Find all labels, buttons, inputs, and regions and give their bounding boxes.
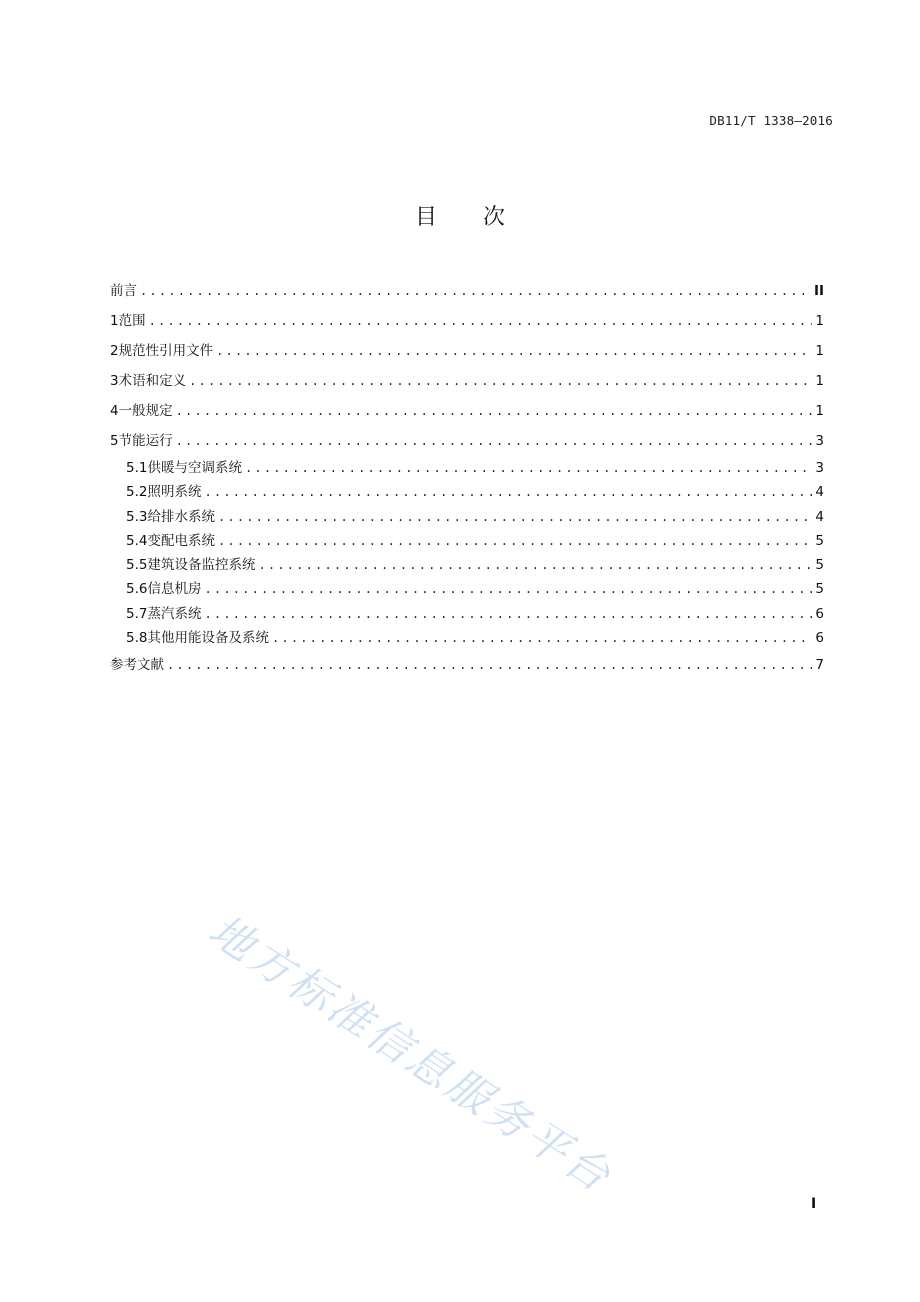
- toc-entry-label: 规范性引用文件: [118, 343, 214, 359]
- toc-entry[interactable]: [110, 426, 824, 456]
- toc-entry-number: 5.5: [126, 557, 148, 574]
- toc-entry-number: 5.6: [126, 581, 148, 598]
- toc-dot-leader: [176, 426, 813, 456]
- toc-entry-page: 6: [815, 605, 824, 622]
- toc-entry-number: 5.4: [126, 532, 148, 549]
- toc-entry-label: 其他用能设备及系统: [147, 630, 269, 647]
- toc-dot-leader: [204, 602, 812, 626]
- toc-entry-number: 1: [110, 313, 119, 329]
- toc-entry-page: 7: [815, 657, 824, 674]
- toc-dot-leader: [204, 480, 812, 504]
- toc-entry-number: 4: [110, 403, 119, 419]
- toc-entry[interactable]: [110, 577, 824, 601]
- toc-dot-leader: [245, 456, 812, 480]
- toc-entry[interactable]: [110, 396, 824, 426]
- toc-entry-number: 5.1: [126, 460, 148, 476]
- toc-dot-leader: [216, 336, 812, 366]
- toc-dot-leader: [149, 306, 813, 336]
- page-title: 目次: [414, 205, 551, 230]
- toc-entry-page: 1: [815, 403, 824, 419]
- toc-dot-leader: [189, 366, 812, 396]
- toc-dot-leader: [176, 396, 813, 426]
- watermark-text: 地方标准信息服务平台: [199, 905, 622, 1204]
- toc-entry-label: 建筑设备监控系统: [147, 557, 256, 574]
- toc-entry[interactable]: [110, 553, 824, 577]
- toc-entry-label: 参考文献: [110, 657, 164, 674]
- toc-dot-leader: [218, 529, 812, 553]
- toc-entry-label: 给排水系统: [147, 508, 215, 525]
- toc-entry[interactable]: [110, 366, 824, 396]
- toc-entry[interactable]: [110, 456, 824, 480]
- toc-entry-page: 3: [815, 433, 824, 449]
- toc-entry[interactable]: [110, 480, 824, 504]
- toc-entry-label: 一般规定: [118, 403, 173, 419]
- toc-entry-page: 6: [815, 630, 824, 647]
- toc-entry-number: 5: [110, 433, 119, 449]
- toc-entry-page: 1: [815, 373, 824, 389]
- toc-entry[interactable]: [110, 626, 824, 650]
- toc-entry-label: 供暖与空调系统: [147, 460, 242, 476]
- toc-entry-label: 照明系统: [147, 484, 202, 501]
- toc-entry[interactable]: [110, 336, 824, 366]
- toc-entry-label: 蒸汽系统: [147, 605, 202, 622]
- toc-dot-leader: [218, 505, 812, 529]
- toc-dot-leader: [258, 553, 812, 577]
- toc-dot-leader: [140, 276, 811, 306]
- toc-entry-label: 变配电系统: [147, 532, 215, 549]
- toc-entry-page: II: [813, 283, 824, 299]
- toc-entry-page: 5: [815, 557, 824, 574]
- toc-entry-page: 3: [815, 460, 824, 476]
- toc-entry-page: 4: [815, 508, 824, 525]
- toc-entry-number: 5.3: [126, 508, 148, 525]
- toc-entry-page: 5: [815, 532, 824, 549]
- toc-entry-label: 术语和定义: [118, 373, 187, 389]
- toc-entry[interactable]: [110, 602, 824, 626]
- toc-entry[interactable]: [110, 650, 824, 680]
- toc-entry-label: 前言: [110, 283, 137, 299]
- toc-entry[interactable]: [110, 306, 824, 336]
- page-number: I: [811, 1196, 817, 1212]
- toc-entry-number: 5.2: [126, 484, 148, 501]
- toc-entry-page: 1: [815, 343, 824, 359]
- toc-entry[interactable]: [110, 276, 824, 306]
- toc-entry-label: 范围: [118, 313, 146, 329]
- toc-entry[interactable]: [110, 529, 824, 553]
- toc-entry[interactable]: [110, 505, 824, 529]
- toc-entry-label: 信息机房: [147, 581, 202, 598]
- toc-dot-leader: [272, 626, 812, 650]
- toc-entry-page: 5: [815, 581, 824, 598]
- table-of-contents: [110, 276, 824, 680]
- toc-entry-number: 2: [110, 343, 119, 359]
- toc-dot-leader: [167, 650, 812, 680]
- toc-entry-page: 4: [815, 484, 824, 501]
- toc-entry-number: 5.8: [126, 630, 148, 647]
- toc-entry-label: 节能运行: [118, 433, 173, 449]
- toc-entry-number: 5.7: [126, 605, 148, 622]
- toc-entry-page: 1: [815, 313, 824, 329]
- toc-dot-leader: [204, 577, 812, 601]
- document-code: DB11/T 1338—2016: [709, 113, 833, 128]
- toc-entry-number: 3: [110, 373, 119, 389]
